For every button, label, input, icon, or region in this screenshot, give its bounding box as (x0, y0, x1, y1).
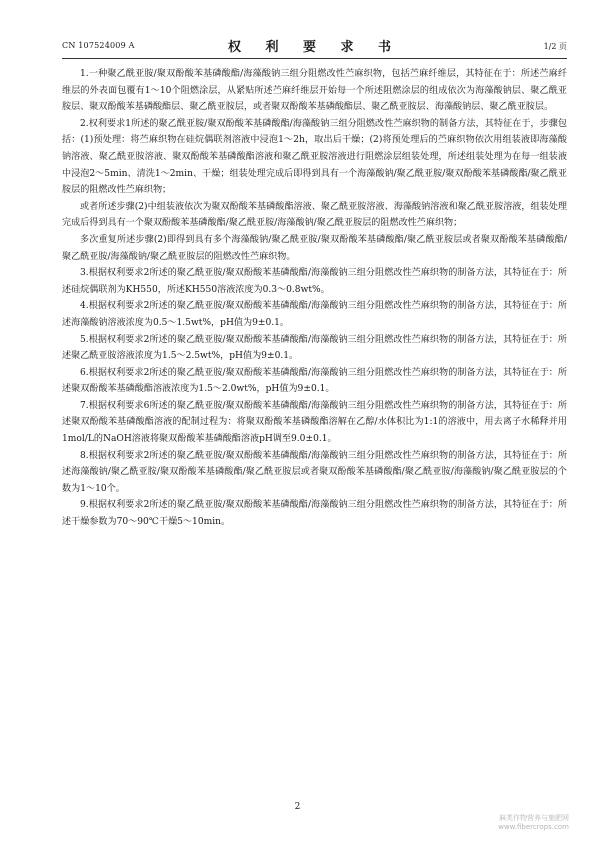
claim-paragraph: 2.权利要求1所述的聚乙酰亚胺/聚双酚酸苯基磷酸酯/海藻酸钠三组分阻燃改性苎麻织物的制备方法，其特征在于，步骤包括：(1)预处理：将苎麻织物在硅烷偶联剂溶液中浸泡1～2h，取出后干燥；(2)将预处理后的苎麻织物依次用组装液即海藻酸钠溶液、聚乙酰亚胺溶液、聚双酚酸苯基磷酸酯溶液和聚乙酰亚胺溶液进行阻燃涂层组装处理，所述组装处理为在每一组装液中浸泡2～5min、清洗1～2min、干燥；组装处理完成后即得到具有一个海藻酸钠/聚乙酰亚胺/聚双酚酸苯基磷酸酯/聚乙酰亚胺层的阻燃改性苎麻织物； (62, 118, 567, 196)
claim-paragraph: 9.根据权利要求2所述的聚乙酰亚胺/聚双酚酸苯基磷酸酯/海藻酸钠三组分阻燃改性苎麻织物的制备方法，其特征在于：所述干燥参数为70～90℃干燥5～10min。 (62, 500, 567, 528)
document-title: 权 利 要 求 书 (227, 40, 402, 55)
watermark-site-name: 麻类作物营养与施肥网 (499, 814, 569, 822)
page-header (62, 36, 567, 58)
watermark-url: www.fibercrops.com (498, 823, 569, 831)
page-number: 2 (294, 802, 301, 812)
claim-paragraph: 7.根据权利要求6所述的聚乙酰亚胺/聚双酚酸苯基磷酸酯/海藻酸钠三组分阻燃改性苎麻织物的制备方法，其特征在于：所述聚双酚酸苯基磷酸酯溶液的配制过程为：将聚双酚酸苯基磷酸酯溶解在乙醇/水体积比为1:1的溶液中，用去离子水稀释并用1mol/L的NaOH溶液将聚双酚酸苯基磷酸酯溶液pH调至9.0±0.1。 (62, 400, 567, 445)
claim-paragraph: 多次重复所述步骤(2)即得到具有多个海藻酸钠/聚乙酰亚胺/聚双酚酸苯基磷酸酯/聚乙酰亚胺层或者聚双酚酸苯基磷酸酯/聚乙酰亚胺/海藻酸钠/聚乙酰亚胺层的阻燃改性苎麻织物。 (62, 234, 567, 262)
header-divider (62, 58, 567, 59)
claim-paragraph: 5.根据权利要求2所述的聚乙酰亚胺/聚双酚酸苯基磷酸酯/海藻酸钠三组分阻燃改性苎麻织物的制备方法，其特征在于：所述聚乙酰亚胺溶液浓度为1.5～2.5wt%，pH值为9±0.1。 (62, 334, 567, 362)
publication-number: CN 107524009 A (62, 41, 135, 50)
claim-paragraph: 或者所述步骤(2)中组装液依次为聚双酚酸苯基磷酸酯溶液、聚乙酰亚胺溶液、海藻酸钠溶液和聚乙酰亚胺溶液，组装处理完成后得到具有一个聚双酚酸苯基磷酸酯/聚乙酰亚胺/海藻酸钠/聚乙酰亚胺层的阻燃改性苎麻织物； (62, 201, 567, 229)
claim-paragraph: 4.根据权利要求2所述的聚乙酰亚胺/聚双酚酸苯基磷酸酯/海藻酸钠三组分阻燃改性苎麻织物的制备方法，其特征在于：所述海藻酸钠溶液浓度为0.5～1.5wt%，pH值为9±0.1。 (62, 301, 567, 328)
page-info: 1/2 页 (543, 42, 567, 51)
claim-paragraph: 3.根据权利要求2所述的聚乙酰亚胺/聚双酚酸苯基磷酸酯/海藻酸钠三组分阻燃改性苎麻织物的制备方法，其特征在于：所述硅烷偶联剂为KH550，所述KH550溶液浓度为0.3～0.8wt%。 (62, 268, 567, 295)
claim-paragraph: 1.一种聚乙酰亚胺/聚双酚酸苯基磷酸酯/海藻酸钠三组分阻燃改性苎麻织物，包括苎麻纤维层，其特征在于：所述苎麻纤维层的外表面包覆有1～10个阻燃涂层，从紧贴所述苎麻纤维层开始每一个所述阻燃涂层的组成依次为海藻酸钠层、聚乙酰亚胺层、聚双酚酸苯基磷酸酯层、聚乙酰亚胺层，或者聚双酚酸苯基磷酸酯层、聚乙酰亚胺层、海藻酸钠层、聚乙酰亚胺层。 (62, 69, 567, 113)
claim-paragraph: 6.根据权利要求2所述的聚乙酰亚胺/聚双酚酸苯基磷酸酯/海藻酸钠三组分阻燃改性苎麻织物的制备方法，其特征在于：所述聚双酚酸苯基磷酸酯溶液浓度为1.5～2.0wt%，pH值为9±0.1。 (62, 367, 567, 395)
claims-body (62, 66, 567, 531)
claim-paragraph: 8.根据权利要求2所述的聚乙酰亚胺/聚双酚酸苯基磷酸酯/海藻酸钠三组分阻燃改性苎麻织物的制备方法，其特征在于：所述海藻酸钠/聚乙酰亚胺/聚双酚酸苯基磷酸酯/聚乙酰亚胺层或者聚双酚酸苯基磷酸酯/聚乙酰亚胺/海藻酸钠/聚乙酰亚胺层的个数为1～10个。 (62, 450, 567, 494)
watermark (498, 814, 569, 832)
